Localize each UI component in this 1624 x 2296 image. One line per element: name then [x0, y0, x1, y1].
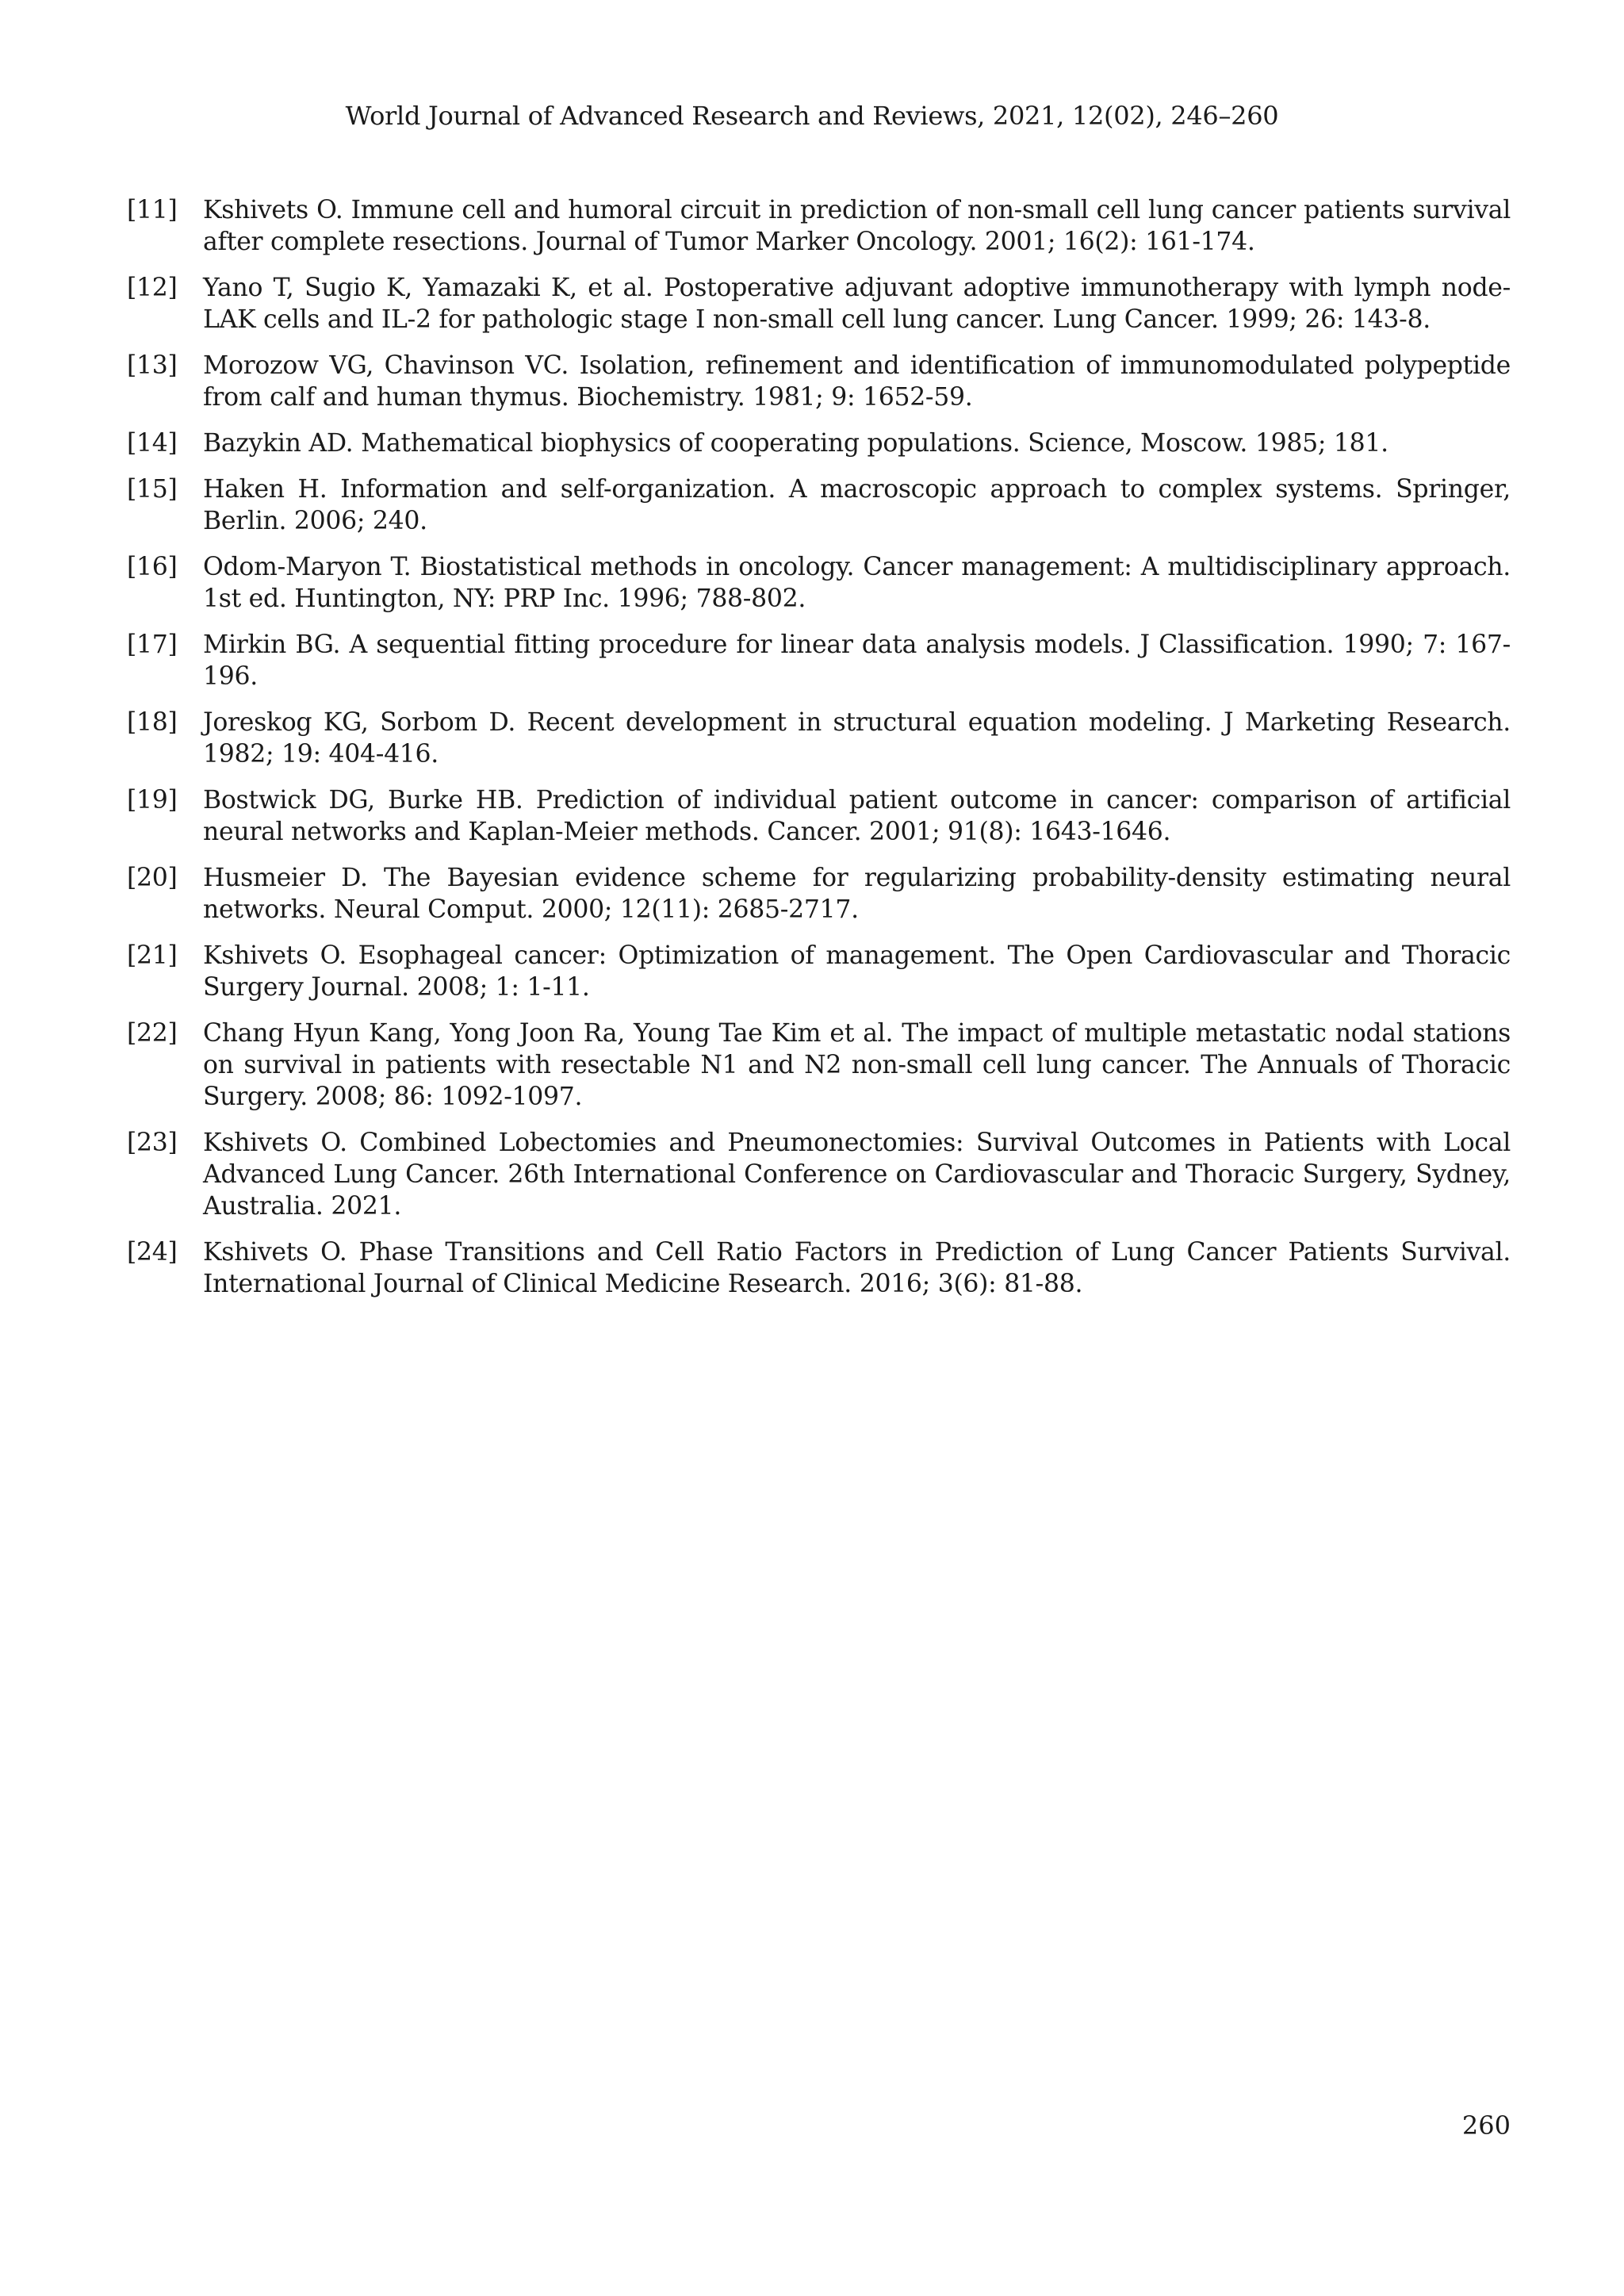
page-number: 260: [1461, 2110, 1511, 2141]
reference-text: Haken H. Information and self-organization. A macroscopic approach to complex systems. Springer, Berlin. 2006; 240.: [203, 475, 1511, 535]
reference-text: Kshivets O. Immune cell and humoral circuit in prediction of non-small cell lung cancer patients survival after complete resections. Journal of Tumor Marker Oncology. 2001; 16(2): 161-174.: [203, 196, 1511, 256]
reference-text: Yano T, Sugio K, Yamazaki K, et al. Postoperative adjuvant adoptive immunotherapy with lymph node-LAK cells and IL-2 for pathologic stage I non-small cell lung cancer. Lung Cancer. 1999; 26: 143-8.: [203, 274, 1511, 334]
reference-text: Kshivets O. Combined Lobectomies and Pneumonectomies: Survival Outcomes in Patients with Local Advanced Lung Cancer. 26th International Conference on Cardiovascular and Thoracic Surgery, Sydney, Australia. 2021.: [203, 1129, 1511, 1221]
reference-number: [11]: [127, 196, 178, 224]
reference-item: [127, 862, 1511, 926]
reference-number: [16]: [127, 553, 178, 581]
reference-text: Husmeier D. The Bayesian evidence scheme for regularizing probability-density estimating neural networks. Neural Comput. 2000; 12(11): 2685-2717.: [203, 864, 1511, 924]
reference-number: [18]: [127, 708, 178, 737]
reference-text: Mirkin BG. A sequential fitting procedure for linear data analysis models. J Classification. 1990; 7: 167-196.: [203, 631, 1511, 691]
reference-item: [127, 629, 1511, 692]
reference-item: [127, 272, 1511, 335]
reference-text: Odom-Maryon T. Biostatistical methods in oncology. Cancer management: A multidisciplinary approach. 1st ed. Huntington, NY: PRP Inc. 1996; 788-802.: [203, 553, 1511, 613]
reference-item: [127, 194, 1511, 258]
reference-text: Kshivets O. Esophageal cancer: Optimization of management. The Open Cardiovascular and Thoracic Surgery Journal. 2008; 1: 1-11.: [203, 941, 1511, 1002]
reference-number: [22]: [127, 1019, 178, 1048]
reference-number: [17]: [127, 631, 178, 659]
reference-text: Bazykin AD. Mathematical biophysics of cooperating populations. Science, Moscow. 1985; 181.: [203, 429, 1388, 458]
reference-item: [127, 350, 1511, 413]
reference-number: [20]: [127, 864, 178, 892]
reference-item: [127, 427, 1511, 459]
reference-list: [127, 194, 1511, 1314]
reference-number: [13]: [127, 351, 178, 380]
reference-number: [19]: [127, 786, 178, 815]
reference-number: [12]: [127, 274, 178, 302]
reference-text: Joreskog KG, Sorbom D. Recent development in structural equation modeling. J Marketing Research. 1982; 19: 404-416.: [203, 708, 1511, 769]
reference-item: [127, 1236, 1511, 1300]
reference-item: [127, 1018, 1511, 1113]
reference-item: [127, 707, 1511, 770]
reference-number: [14]: [127, 429, 178, 458]
reference-text: Bostwick DG, Burke HB. Prediction of individual patient outcome in cancer: comparison of artificial neural networks and Kaplan-Meier methods. Cancer. 2001; 91(8): 1643-1646.: [203, 786, 1511, 846]
reference-item: [127, 473, 1511, 537]
reference-text: Morozow VG, Chavinson VC. Isolation, refinement and identification of immunomodulated polypeptide from calf and human thymus. Biochemistry. 1981; 9: 1652-59.: [203, 351, 1511, 412]
reference-number: [24]: [127, 1238, 178, 1267]
running-header: World Journal of Advanced Research and Reviews, 2021, 12(02), 246–260: [345, 101, 1279, 131]
reference-number: [23]: [127, 1129, 178, 1157]
reference-text: Chang Hyun Kang, Yong Joon Ra, Young Tae Kim et al. The impact of multiple metastatic nodal stations on survival in patients with resectable N1 and N2 non-small cell lung cancer. The Annuals of Thoracic Surgery. 2008; 86: 1092-1097.: [203, 1019, 1511, 1111]
reference-text: Kshivets O. Phase Transitions and Cell Ratio Factors in Prediction of Lung Cancer Patients Survival. International Journal of Clinical Medicine Research. 2016; 3(6): 81-88.: [203, 1238, 1511, 1298]
reference-item: [127, 940, 1511, 1003]
reference-item: [127, 551, 1511, 615]
reference-item: [127, 784, 1511, 848]
reference-item: [127, 1127, 1511, 1222]
reference-number: [15]: [127, 475, 178, 504]
reference-number: [21]: [127, 941, 178, 970]
